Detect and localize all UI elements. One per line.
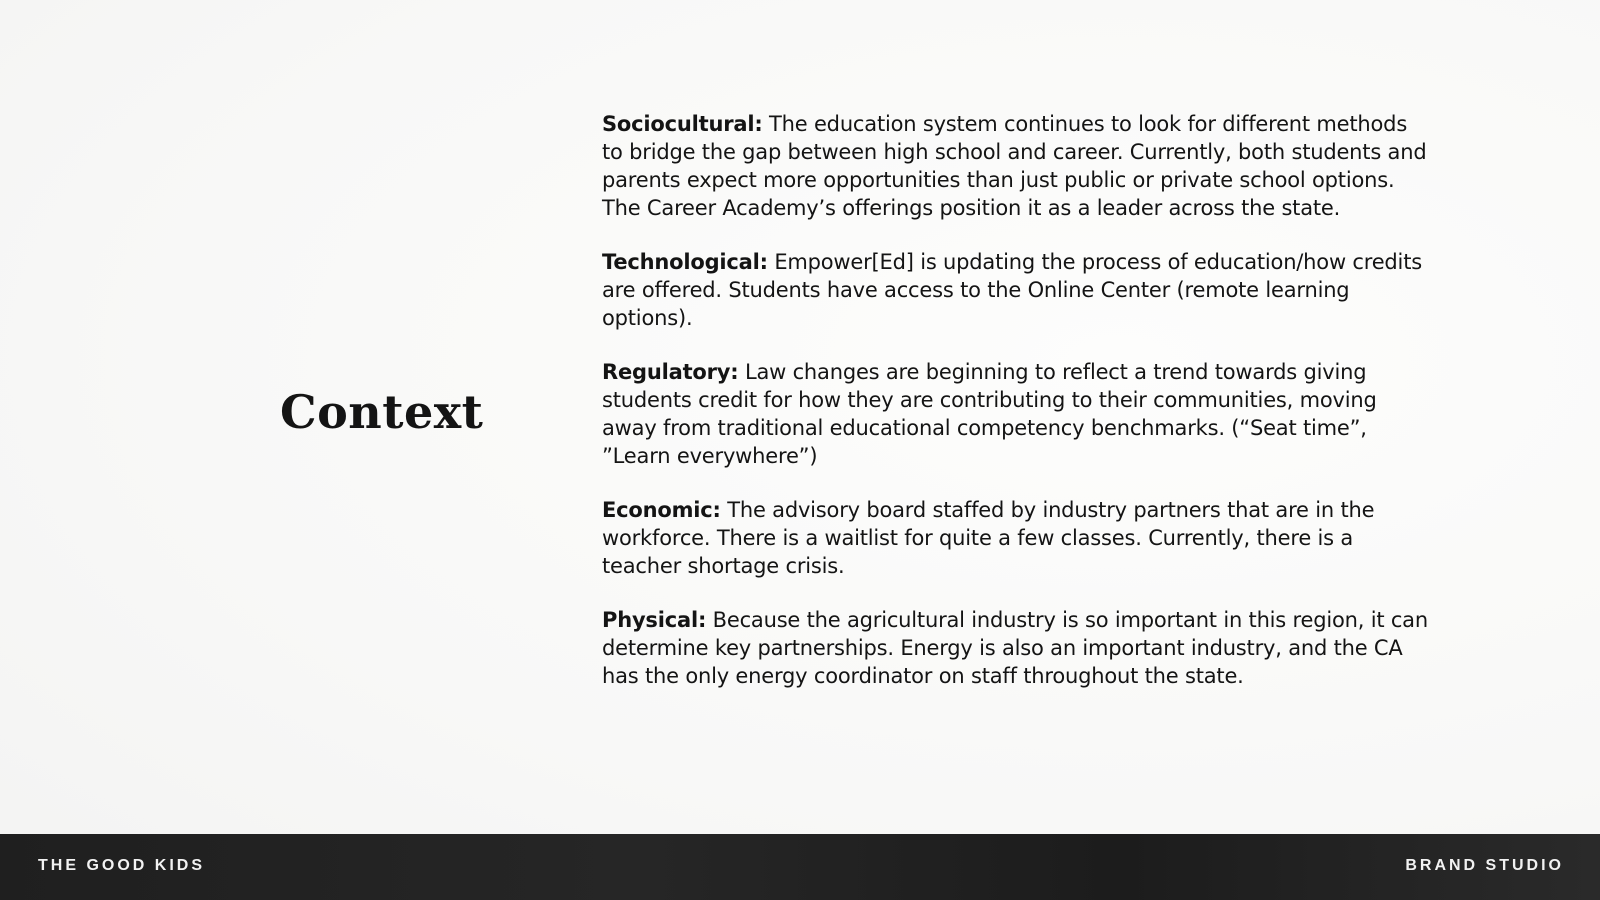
item-label: Technological:	[602, 250, 768, 274]
slide-title: Context	[280, 385, 484, 439]
item-label: Regulatory:	[602, 360, 739, 384]
item-text: The education system continues to look for different methods to bridge the gap between high school and career. Currently, both students and parents expect more opportunities than just public or private school options. The Career Academy’s offerings position it as a leader across the state.	[602, 112, 1427, 220]
footer-bar	[0, 834, 1600, 900]
item-text: Law changes are beginning to reflect a trend towards giving students credit for how they are contributing to their communities, moving away from traditional educational competency benchmarks. (“Seat time”, ”Learn everywhere”)	[602, 360, 1377, 468]
item-label: Physical:	[602, 608, 707, 632]
item-text: Because the agricultural industry is so important in this region, it can determine key partnerships. Energy is also an important industry, and the CA has the only energy coordinator on staff throughout the state.	[602, 608, 1428, 688]
context-item-sociocultural	[602, 110, 1432, 222]
context-item-physical	[602, 606, 1432, 690]
context-item-technological	[602, 248, 1432, 332]
context-item-economic	[602, 496, 1432, 580]
context-item-regulatory	[602, 358, 1432, 470]
footer-studio-name: BRAND STUDIO	[1405, 857, 1564, 874]
item-text: Empower[Ed] is updating the process of education/how credits are offered. Students have access to the Online Center (remote learning options).	[602, 250, 1422, 330]
item-label: Sociocultural:	[602, 112, 763, 136]
footer-brand-name: THE GOOD KIDS	[38, 857, 206, 874]
context-list	[602, 110, 1432, 716]
item-label: Economic:	[602, 498, 721, 522]
item-text: The advisory board staffed by industry partners that are in the workforce. There is a waitlist for quite a few classes. Currently, there is a teacher shortage crisis.	[602, 498, 1375, 578]
